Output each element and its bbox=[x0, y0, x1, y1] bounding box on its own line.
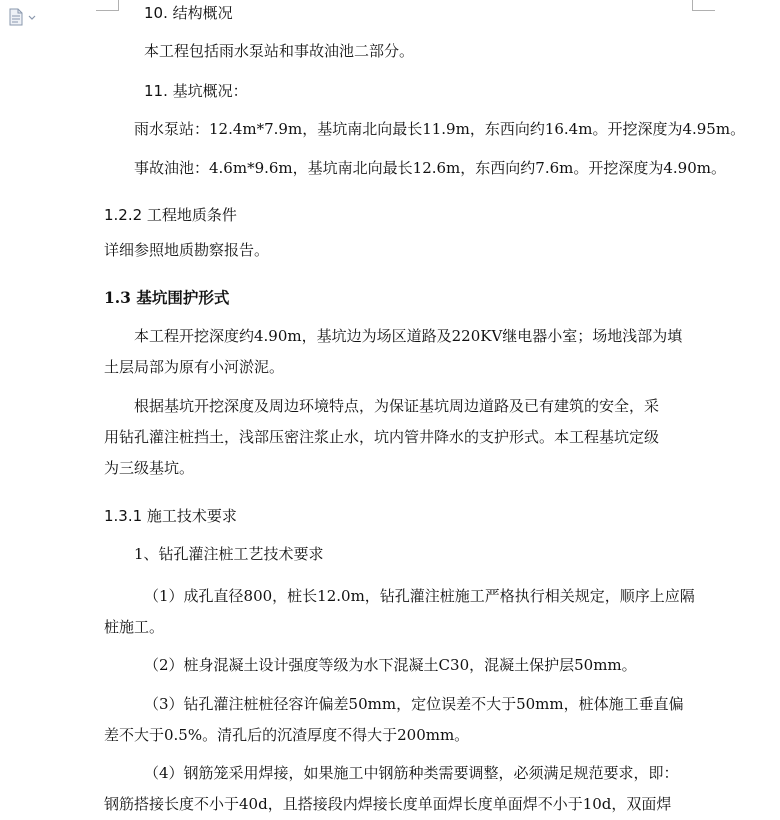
paragraph-line: 根据基坑开挖深度及周边环境特点，为保证基坑周边道路及已有建筑的安全，采 bbox=[134, 397, 660, 415]
subsection-heading: 1.2.2 工程地质条件 bbox=[104, 206, 237, 224]
list-item-line: （3）钻孔灌注桩桩径容许偏差50mm，定位误差不大于50mm，桩体施工垂直偏 bbox=[144, 695, 684, 713]
list-item-line: （2）桩身混凝土设计强度等级为水下混凝土C30，混凝土保护层50mm。 bbox=[144, 656, 637, 674]
list-heading: 1、钻孔灌注桩工艺技术要求 bbox=[134, 545, 324, 563]
subsection-heading: 1.3.1 施工技术要求 bbox=[104, 507, 237, 525]
list-item-line: 桩施工。 bbox=[104, 618, 165, 636]
list-item-line: 钢筋搭接长度不小于40d，且搭接段内焊接长度单面焊长度单面焊不小于10d，双面焊 bbox=[104, 795, 672, 813]
paragraph-line: 雨水泵站：12.4m*7.9m，基坑南北向最长11.9m，东西向约16.4m。开挖深度为4.95m。 bbox=[134, 120, 746, 138]
list-item-line: （4）钢筋笼采用焊接，如果施工中钢筋种类需要调整，必须满足规范要求，即： bbox=[144, 764, 679, 782]
section-heading: 11. 基坑概况： bbox=[144, 82, 248, 100]
paragraph-line: 详细参照地质勘察报告。 bbox=[104, 241, 270, 259]
paragraph-line: 用钻孔灌注桩挡土，浅部压密注浆止水，坑内管井降水的支护形式。本工程基坑定级 bbox=[104, 428, 660, 446]
paragraph-line: 本工程开挖深度约4.90m，基坑边为场区道路及220KV继电器小室；场地浅部为填 bbox=[134, 327, 683, 345]
section-heading: 10. 结构概况 bbox=[144, 4, 233, 22]
list-item-line: （1）成孔直径800，桩长12.0m，钻孔灌注桩施工严格执行相关规定，顺序上应隔 bbox=[144, 587, 695, 605]
paragraph-line: 为三级基坑。 bbox=[104, 459, 195, 477]
paragraph-line: 土层局部为原有小河淤泥。 bbox=[104, 358, 285, 376]
paragraph-line: 事故油池：4.6m*9.6m，基坑南北向最长12.6m，东西向约7.6m。开挖深度为4.90m。 bbox=[134, 159, 726, 177]
section-title: 1.3 基坑围护形式 bbox=[104, 288, 230, 307]
paragraph-line: 本工程包括雨水泵站和事故油池二部分。 bbox=[144, 42, 415, 60]
list-item-line: 差不大于0.5%。清孔后的沉渣厚度不得大于200mm。 bbox=[104, 726, 470, 744]
